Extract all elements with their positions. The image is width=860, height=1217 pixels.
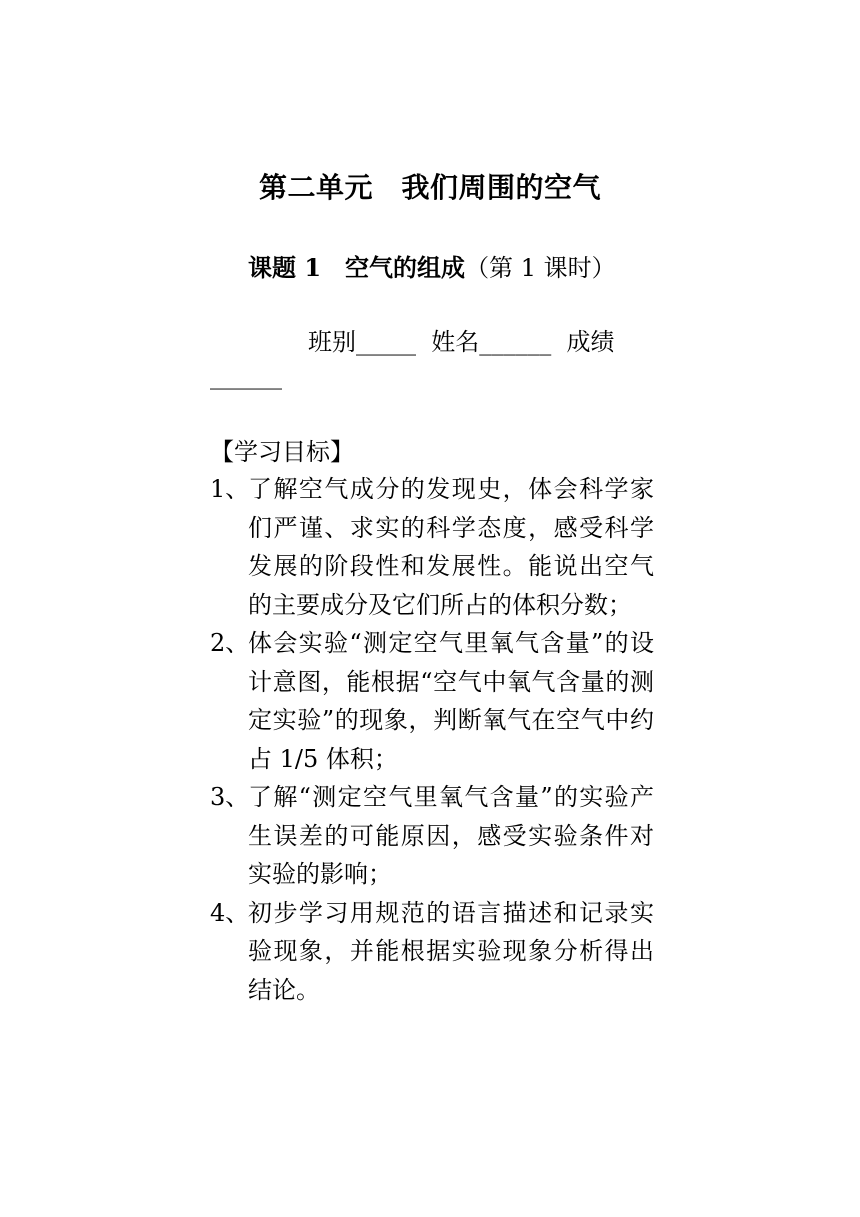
objective-number: 1、 xyxy=(210,475,250,503)
objective-number: 3、 xyxy=(210,783,250,811)
objective-item xyxy=(210,894,654,1010)
unit-title: 第二单元 我们周围的空气 xyxy=(258,171,601,204)
objective-text: 体会实验“测定空气里氧气含量”的设计意图，能根据“空气中氧气含量的测定实验”的现象，判断氧气在空气中约占 1/5 体积； xyxy=(248,629,654,773)
objective-text: 了解“测定空气里氧气含量”的实验产生误差的可能原因，感受实验条件对实验的影响； xyxy=(248,783,654,888)
objective-number: 2、 xyxy=(210,629,250,657)
objective-item xyxy=(210,624,654,778)
lesson-title-main: 课题 1 空气的组成 xyxy=(248,253,466,282)
lesson-period-note: （第 1 课时） xyxy=(465,254,616,282)
objective-text: 了解空气成分的发现史，体会科学家们严谨、求实的科学态度，感受科学发展的阶段性和发展性。能说出空气的主要成分及它们所占的体积分数； xyxy=(248,475,654,619)
learning-objectives-list xyxy=(210,470,654,1009)
objective-text: 初步学习用规范的语言描述和记录实验现象，并能根据实验现象分析得出结论。 xyxy=(248,898,654,1004)
student-info-line-continued: ______ xyxy=(210,362,282,390)
lesson-title xyxy=(248,248,616,283)
objective-item xyxy=(210,778,654,894)
student-info-line: 班别_____ 姓名______ 成绩 xyxy=(308,328,615,356)
objective-item xyxy=(210,470,654,624)
learning-objectives-heading: 【学习目标】 xyxy=(210,438,354,466)
objective-number: 4、 xyxy=(210,898,250,927)
